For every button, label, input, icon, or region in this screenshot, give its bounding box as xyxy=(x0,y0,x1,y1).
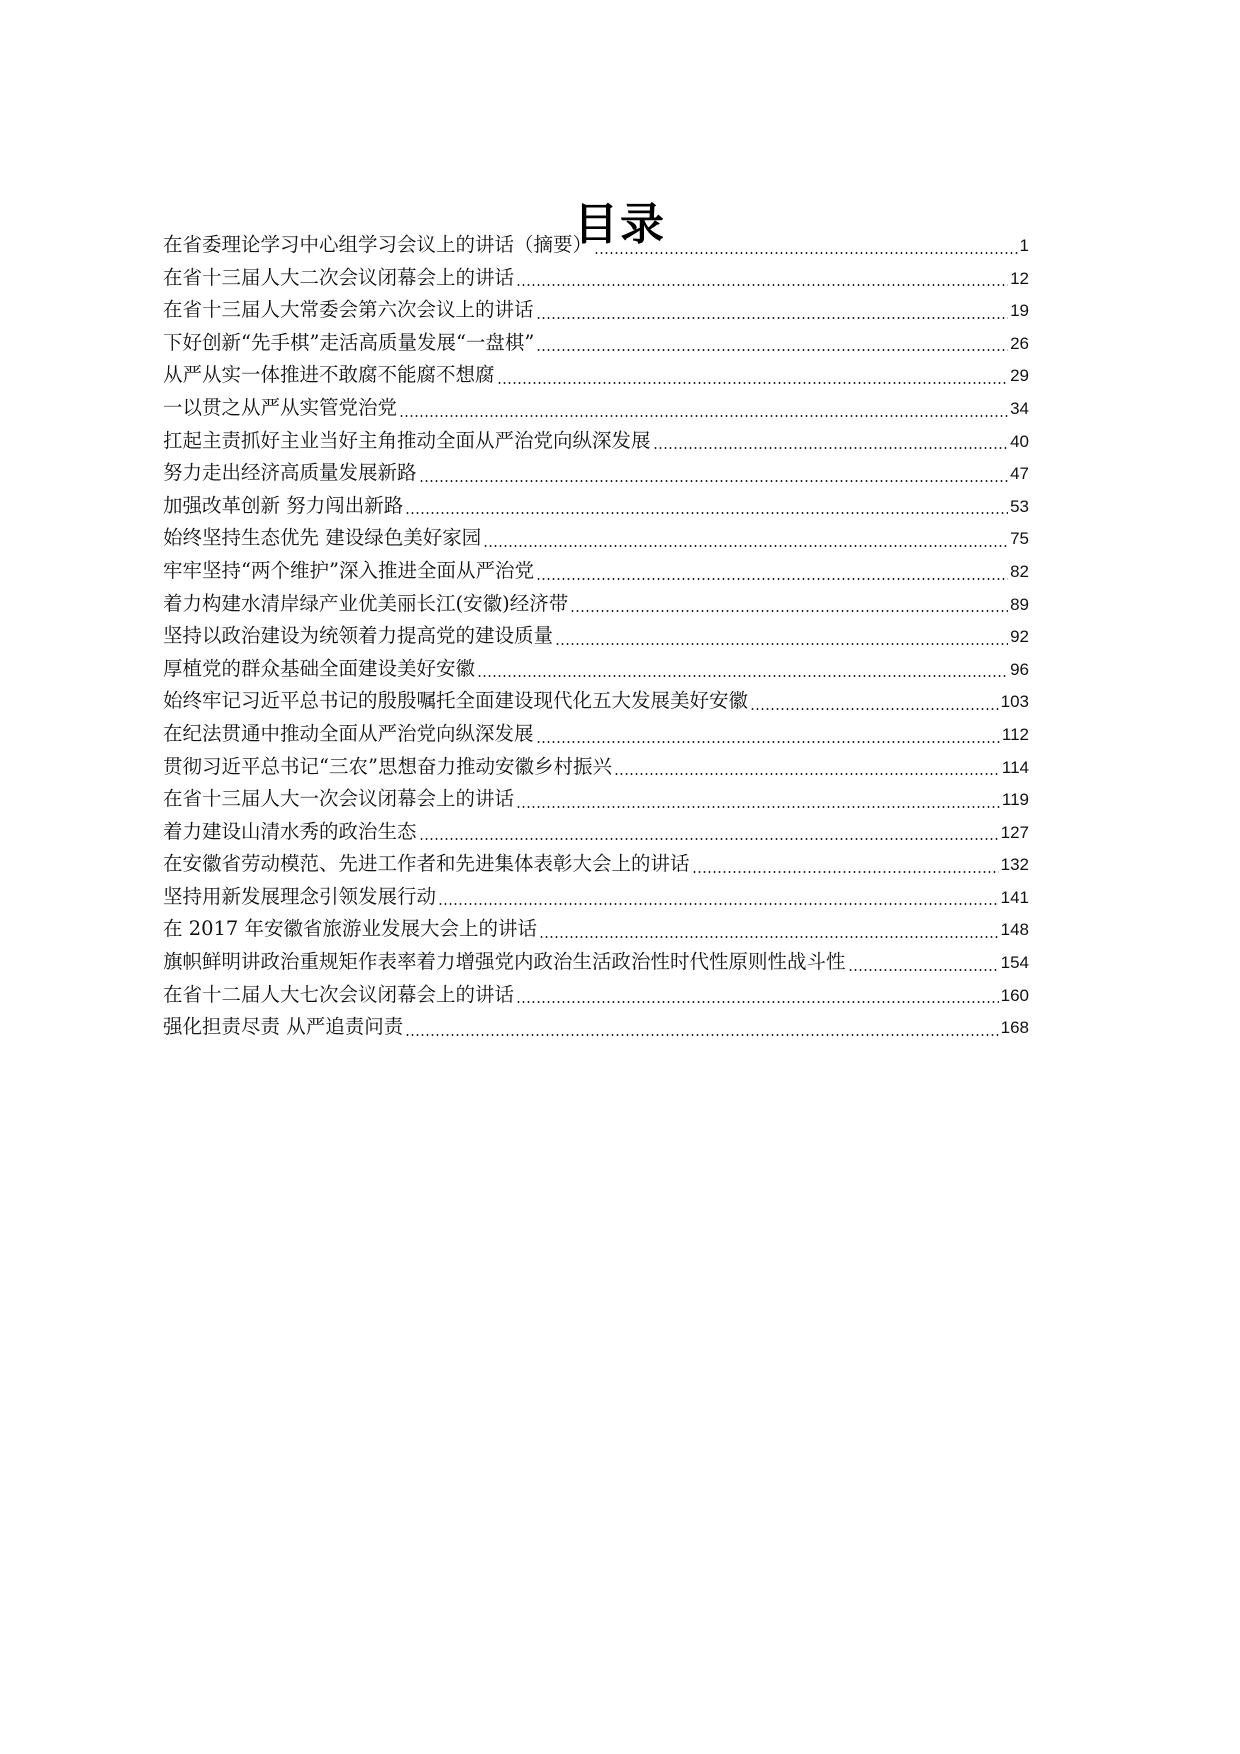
toc-entry[interactable] xyxy=(163,620,1029,653)
toc-dot-leader xyxy=(848,969,999,971)
toc-entry-title: 贯彻习近平总书记“三农”思想奋力推动安徽乡村振兴 xyxy=(163,754,612,778)
toc-page-number: 26 xyxy=(1010,333,1029,353)
toc-dot-leader xyxy=(516,284,1008,286)
toc-page-number: 53 xyxy=(1010,496,1029,516)
toc-entry-title: 在省十三届人大二次会议闭幕会上的讲话 xyxy=(163,265,515,289)
toc-entry-title: 强化担责尽责 从严追责问责 xyxy=(163,1015,404,1039)
toc-entry-title: 始终牢记习近平总书记的殷殷嘱托全面建设现代化五大发展美好安徽 xyxy=(163,689,749,713)
toc-entry[interactable] xyxy=(163,913,1029,946)
toc-entry-title: 在省十三届人大常委会第六次会议上的讲话 xyxy=(163,298,534,322)
toc-entry[interactable] xyxy=(163,490,1029,523)
toc-entry[interactable] xyxy=(163,392,1029,425)
toc-entry[interactable] xyxy=(163,425,1029,458)
toc-entry-title: 旗帜鲜明讲政治重规矩作表率着力增强党内政治生活政治性时代性原则性战斗性 xyxy=(163,950,846,974)
toc-entry-title: 一以贯之从严从实管党治党 xyxy=(163,395,398,419)
toc-entry-title: 牢牢坚持“两个维护”深入推进全面从严治党 xyxy=(163,558,534,582)
toc-page-number: 114 xyxy=(1001,757,1029,777)
toc-dot-leader xyxy=(570,610,1008,612)
toc-page-number: 12 xyxy=(1010,268,1029,288)
toc-dot-leader xyxy=(405,512,1008,514)
toc-entry-title: 厚植党的群众基础全面建设美好安徽 xyxy=(163,656,476,680)
table-of-contents xyxy=(163,229,1029,1044)
toc-entry-title: 着力构建水清岸绿产业优美丽长江(安徽)经济带 xyxy=(163,591,569,615)
toc-dot-leader xyxy=(438,903,999,905)
toc-entry[interactable] xyxy=(163,588,1029,621)
toc-page-number: 127 xyxy=(1000,822,1029,842)
toc-entry-title: 着力建设山清水秀的政治生态 xyxy=(163,819,417,843)
toc-entry[interactable] xyxy=(163,294,1029,327)
toc-entry[interactable] xyxy=(163,1011,1029,1044)
toc-page-number: 154 xyxy=(1000,953,1029,973)
toc-dot-leader xyxy=(536,349,1008,351)
toc-page-number: 132 xyxy=(1000,855,1029,875)
toc-entry-title: 始终坚持生态优先 建设绿色美好家园 xyxy=(163,526,482,550)
toc-page-number: 40 xyxy=(1010,431,1029,451)
toc-page-number: 1 xyxy=(1019,236,1029,255)
toc-dot-leader xyxy=(653,447,1009,449)
toc-entry[interactable] xyxy=(163,653,1029,686)
toc-dot-leader xyxy=(419,480,1009,482)
toc-entry-title: 加强改革创新 努力闯出新路 xyxy=(163,493,404,517)
toc-dot-leader xyxy=(614,773,1000,775)
toc-page-number: 34 xyxy=(1010,398,1029,418)
toc-dot-leader xyxy=(477,675,1008,677)
toc-dot-leader xyxy=(497,382,1009,384)
toc-entry-title: 在 2017 年安徽省旅游业发展大会上的讲话 xyxy=(163,917,538,941)
toc-dot-leader xyxy=(555,643,1008,645)
toc-entry-title: 在省十三届人大一次会议闭幕会上的讲话 xyxy=(163,787,515,811)
toc-dot-leader xyxy=(536,578,1008,580)
toc-entry-title: 坚持以政治建设为统领着力提高党的建设质量 xyxy=(163,624,554,648)
toc-page-number: 92 xyxy=(1010,627,1029,647)
toc-dot-leader xyxy=(692,871,999,873)
toc-entry[interactable] xyxy=(163,262,1029,295)
toc-page-number: 119 xyxy=(1001,790,1029,810)
toc-page-number: 148 xyxy=(1000,920,1029,940)
toc-entry-title: 在安徽省劳动模范、先进工作者和先进集体表彰大会上的讲话 xyxy=(163,852,690,876)
toc-dot-leader xyxy=(516,806,1000,808)
toc-entry-title: 扛起主责抓好主业当好主角推动全面从严治党向纵深发展 xyxy=(163,428,651,452)
toc-page-number: 19 xyxy=(1010,301,1029,321)
toc-dot-leader xyxy=(516,1001,999,1003)
toc-entry-title: 在省十二届人大七次会议闭幕会上的讲话 xyxy=(163,982,515,1006)
toc-entry-title: 在纪法贯通中推动全面从严治党向纵深发展 xyxy=(163,721,534,745)
toc-entry[interactable] xyxy=(163,555,1029,588)
toc-entry-title: 下好创新“先手棋”走活高质量发展“一盘棋” xyxy=(163,330,535,354)
toc-entry[interactable] xyxy=(163,979,1029,1012)
toc-dot-leader xyxy=(405,1034,998,1036)
toc-entry[interactable] xyxy=(163,848,1029,881)
toc-page-number: 82 xyxy=(1010,561,1029,581)
toc-dot-leader xyxy=(419,838,999,840)
toc-entry[interactable] xyxy=(163,783,1029,816)
toc-dot-leader xyxy=(750,708,999,710)
toc-page-number: 75 xyxy=(1010,529,1029,549)
toc-entry-title: 从严从实一体推进不敢腐不能腐不想腐 xyxy=(163,363,495,387)
toc-entry[interactable] xyxy=(163,229,1029,262)
toc-dot-leader xyxy=(536,741,1000,743)
toc-entry[interactable] xyxy=(163,718,1029,751)
toc-page-number: 103 xyxy=(1000,692,1029,712)
page-title: 目录 xyxy=(574,199,666,251)
toc-entry[interactable] xyxy=(163,457,1029,490)
toc-entry[interactable] xyxy=(163,327,1029,360)
toc-dot-leader xyxy=(539,936,999,938)
toc-page-number: 168 xyxy=(1000,1018,1029,1038)
toc-page-number: 112 xyxy=(1001,724,1029,744)
toc-page-number: 141 xyxy=(1000,887,1029,907)
toc-entry[interactable] xyxy=(163,522,1029,555)
toc-page-number: 29 xyxy=(1010,366,1029,386)
toc-entry[interactable] xyxy=(163,946,1029,979)
toc-entry[interactable] xyxy=(163,816,1029,849)
toc-entry[interactable] xyxy=(163,881,1029,914)
toc-entry[interactable] xyxy=(163,751,1029,784)
toc-dot-leader xyxy=(536,317,1009,319)
toc-entry[interactable] xyxy=(163,359,1029,392)
toc-entry-title: 在省委理论学习中心组学习会议上的讲话（摘要） xyxy=(163,233,593,256)
toc-dot-leader xyxy=(399,415,1008,417)
toc-page-number: 89 xyxy=(1010,594,1029,614)
toc-page-number: 96 xyxy=(1010,659,1029,679)
toc-dot-leader xyxy=(483,545,1008,547)
toc-entry-title: 努力走出经济高质量发展新路 xyxy=(163,461,417,485)
toc-page-number: 160 xyxy=(1000,985,1029,1005)
toc-entry[interactable] xyxy=(163,685,1029,718)
toc-entry-title: 坚持用新发展理念引领发展行动 xyxy=(163,884,437,908)
toc-dot-leader xyxy=(594,252,1018,254)
toc-page-number: 47 xyxy=(1010,464,1029,484)
